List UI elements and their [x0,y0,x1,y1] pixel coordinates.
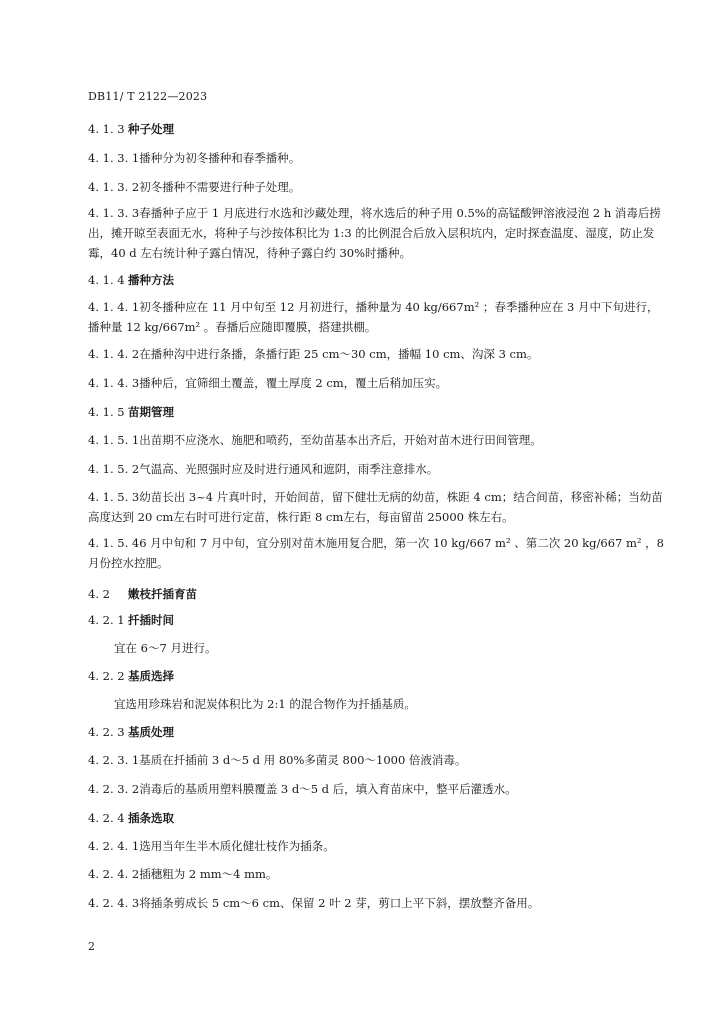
page-number: 2 [88,940,95,953]
clause-4-2-4-1: 4. 2. 4. 1选用当年生半木质化健壮枝作为插条。 [88,839,335,853]
clause-4-2-3-1: 4. 2. 3. 1基质在扦插前 3 d～5 d 用 80%多菌灵 800～1000 倍液消毒。 [88,753,467,767]
heading-4-1-3: 4. 1. 3 种子处理 [88,122,174,136]
clause-4-2-4-3: 4. 2. 4. 3将插条剪成长 5 cm～6 cm、保留 2 叶 2 芽，剪口上平下斜，摆放整齐备用。 [88,896,540,910]
clause-4-1-4-2: 4. 1. 4. 2在播种沟中进行条播，条播行距 25 cm～30 cm，播幅 10 cm、沟深 3 cm。 [88,347,539,361]
clause-4-1-3-2: 4. 1. 3. 2初冬播种不需要进行种子处理。 [88,180,301,194]
heading-4-1-4: 4. 1. 4 播种方法 [88,273,174,287]
document-id: DB11/ T 2122—2023 [88,90,208,103]
heading-4-2: 4. 2 嫩枝扦插育苗 [88,587,197,601]
paragraph-4-2-1: 宜在 6～7 月进行。 [114,641,217,655]
clause-4-1-5-4: 4. 1. 5. 46 月中旬和 7 月中旬，宜分别对苗木施用复合肥，第一次 10 kg/667 m² 、第二次 20 kg/667 m² ，8 月份控水控肥。 [88,536,664,570]
clause-4-1-5-1: 4. 1. 5. 1出苗期不应浇水、施肥和喷药，至幼苗基本出齐后，开始对苗木进行田间管理。 [88,433,542,447]
clause-4-1-4-1: 4. 1. 4. 1初冬播种应在 11 月中旬至 12 月初进行，播种量为 40 kg/667m² ；春季播种应在 3 月中下旬进行，播种量 12 kg/667m² 。春播后应随即覆膜，搭建拱棚。 [88,300,659,334]
clause-4-2-4-2: 4. 2. 4. 2插穗粗为 2 mm～4 mm。 [88,867,278,881]
clause-4-1-4-3: 4. 1. 4. 3播种后，宜筛细土覆盖，覆土厚度 2 cm，覆土后稍加压实。 [88,376,448,390]
clause-4-1-3-3: 4. 1. 3. 3春播种子应于 1 月底进行水选和沙藏处理，将水选后的种子用 0.5%的高锰酸钾溶液浸泡 2 h 消毒后捞出，摊开晾至表面无水，将种子与沙按体积比为 1:3 的比例混合后放入层积坑内，定时探查温度、湿度，防止发霉，40 d 左右统计种子露白情况，待种子露白约 30%时播种。 [88,206,661,260]
heading-4-2-2: 4. 2. 2 基质选择 [88,669,174,683]
paragraph-4-2-2: 宜选用珍珠岩和泥炭体积比为 2:1 的混合物作为扦插基质。 [114,697,416,711]
heading-4-2-1: 4. 2. 1 扦插时间 [88,613,174,627]
heading-4-2-3: 4. 2. 3 基质处理 [88,725,174,739]
clause-4-1-5-3: 4. 1. 5. 3幼苗长出 3~4 片真叶时，开始间苗，留下健壮无病的幼苗，株距 4 cm；结合间苗，移密补稀；当幼苗高度达到 20 cm左右时可进行定苗，株行距 8 cm左右，每亩留苗 25000 株左右。 [88,490,663,524]
clause-4-1-3-1: 4. 1. 3. 1播种分为初冬播种和春季播种。 [88,151,301,165]
heading-4-1-5: 4. 1. 5 苗期管理 [88,405,174,419]
clause-4-2-3-2: 4. 2. 3. 2消毒后的基质用塑料膜覆盖 3 d～5 d 后，填入育苗床中，整平后灌透水。 [88,782,517,796]
heading-4-2-4: 4. 2. 4 插条选取 [88,811,174,825]
clause-4-1-5-2: 4. 1. 5. 2气温高、光照强时应及时进行通风和遮阴，雨季注意排水。 [88,462,439,476]
